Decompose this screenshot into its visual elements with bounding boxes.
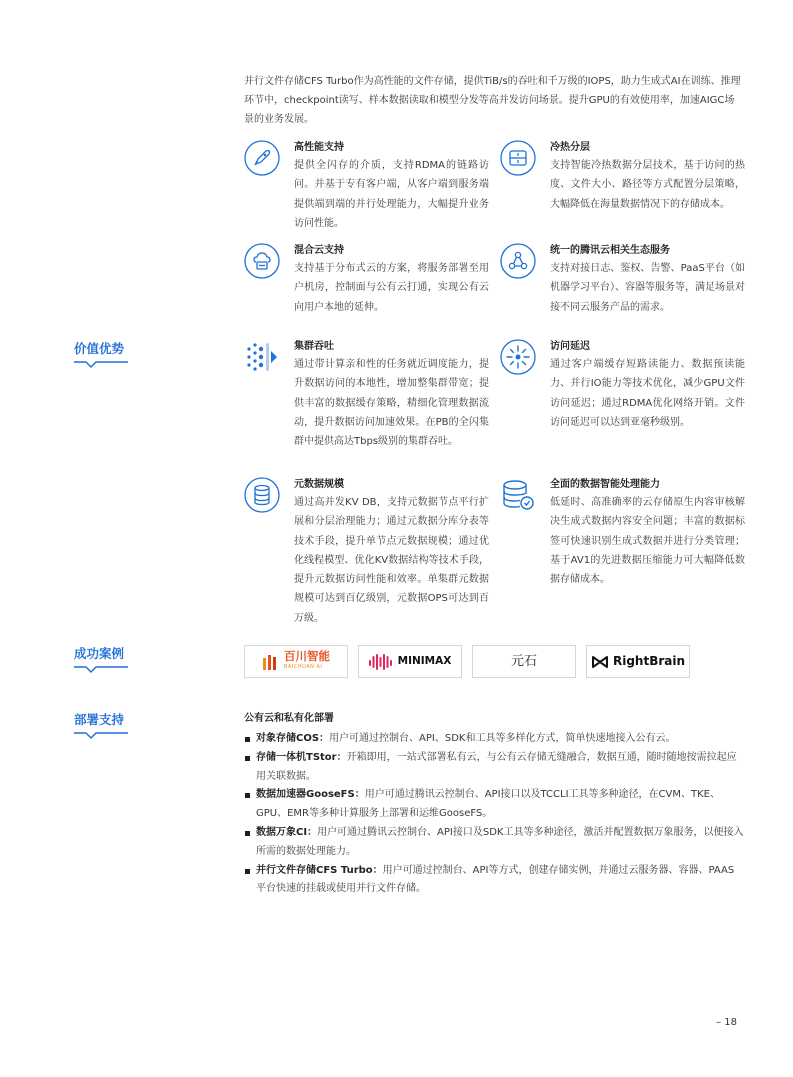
logo-baichuan-name: 百川智能 [284,648,330,663]
item-text: 开箱即用，一站式部署私有云，与公有云存储无缝融合，数据互通，随时随地按需拉起应用关联数据。 [256,751,737,782]
list-item [244,824,744,862]
hybrid-cloud-icon [244,243,280,279]
feature-title: 全面的数据智能处理能力 [550,479,660,490]
section-title-deploy: 部署支持 [74,712,125,727]
bullet-icon [245,869,250,874]
logo-rightbrain [586,645,690,678]
rightbrain-logo-icon [591,655,609,669]
feature-desc: 支持智能冷热数据分层技术，基于访问的热度、文件大小、路径等方式配置分层策略，大幅降低在海量数据情况下的存储成本。 [550,160,745,210]
section-tag-cases [74,646,144,673]
intro-paragraph: 并行文件存储CFS Turbo作为高性能的文件存储，提供TiB/s的吞吐和千万级的IOPS，助力生成式AI在训练、推理环节中，checkpoint读写、样本数据读取和模型分发等高并发访问场景。提升GPU的有效使用率，加速AIGC场景的业务发展。 [244,76,741,125]
section-underline [74,731,128,739]
ecosystem-icon [500,243,536,279]
item-lead: 存储一体机TStor： [256,751,347,763]
item-text: 用户可通过控制台、API、SDK和工具等多样化方式，简单快速地接入公有云。 [329,733,676,744]
feature-title: 混合云支持 [294,245,344,256]
feature-desc: 支持基于分布式云的方案，将服务部署至用户机房，控制面与公有云打通，实现公有云向用户本地的延伸。 [294,263,489,313]
logo-baichuan [244,645,348,678]
deploy-section [244,711,744,899]
feature-desc: 通过带计算亲和性的任务就近调度能力，提升数据访问的本地性，增加整集群带宽；提供丰富的数据缓存策略，精细化管理数据流动，提升数据访问加速效果。在PB的全闪集群中提供高达Tbps级别的集群吞吐。 [294,359,489,448]
logo-minimax-name: MINIMAX [397,654,452,667]
list-item [244,730,744,749]
feature-desc: 低延时、高准确率的云存储原生内容审核解决生成式数据内容安全问题；丰富的数据标签可快速识别生成式数据并进行分类管理；基于AV1的先进数据压缩能力可大幅降低数据存储成本。 [550,497,745,586]
logo-baichuan-sub: BAICHUAN AI [284,663,323,670]
feature-desc: 支持对接日志、鉴权、告警、PaaS平台（如机器学习平台）、容器等服务等，满足场景对接不同云服务产品的需求。 [550,263,745,313]
tiering-icon [500,140,536,176]
bullet-icon [245,793,250,798]
logo-yuanshi-name: 元石 [510,653,537,669]
item-text: 用户可通过腾讯云控制台、API接口以及TCCLI工具等多种途径，在CVM、TKE、GPU、EMR等多种计算服务上部署和运维GooseFS。 [256,789,720,820]
logo-rightbrain-name: RightBrain [612,653,686,668]
list-item [244,862,744,900]
latency-icon [500,339,536,375]
item-text: 用户可通过控制台、API等方式，创建存储实例，并通过云服务器、容器、PAAS平台快速的挂载或使用并行文件存储。 [256,864,735,895]
metadata-database-icon [244,477,280,513]
section-underline [74,360,128,368]
feature-title: 冷热分层 [550,142,590,153]
feature-title: 访问延迟 [550,341,590,352]
feature-title: 统一的腾讯云相关生态服务 [550,245,670,256]
feature-desc: 通过高并发KV DB，支持元数据节点平行扩展和分层治理能力；通过元数据分库分表等技术手段，提升单节点元数据规模；通过优化线程模型、优化KV数据结构等技术手段，提升元数据访问性能和效率。单集群元数据规模可达到百亿级别，元数据OPS可达到百万级。 [294,497,489,624]
item-lead: 数据加速器GooseFS： [256,789,365,801]
section-tag-deploy [74,712,144,739]
section-title-value: 价值优势 [74,341,125,356]
item-lead: 并行文件存储CFS Turbo： [256,864,383,876]
logo-minimax [358,645,462,678]
cluster-throughput-icon [244,339,280,375]
bullet-icon [245,756,250,761]
item-lead: 数据万象CI： [256,826,318,838]
item-text: 用户可通过腾讯云控制台、API接口及SDK工具等多种途径，激活并配置数据万象服务，以便接入所需的数据处理能力。 [256,826,744,857]
feature-desc: 通过客户端缓存短路读能力、数据预读能力、并行IO能力等技术优化，减少GPU文件访问延迟；通过RDMA优化网络开销。文件访问延迟可以达到亚毫秒级别。 [550,359,745,428]
feature-title: 集群吞吐 [294,341,334,352]
deploy-title: 公有云和私有化部署 [244,713,334,724]
section-title-cases: 成功案例 [74,646,125,661]
case-logos [244,645,690,678]
data-intelligence-icon [500,477,536,513]
feature-desc: 提供全闪存的介质，支持RDMA的链路访问。并基于专有客户端，从客户端到服务端提供端到端的并行处理能力，大幅提升业务访问性能。 [294,160,489,229]
rocket-icon [244,140,280,176]
list-item [244,786,744,824]
minimax-logo-icon [369,653,395,671]
feature-title: 元数据规模 [294,479,344,490]
bullet-icon [245,831,250,836]
logo-yuanshi [472,645,576,678]
section-underline [74,665,128,673]
item-lead: 对象存储COS： [256,733,330,744]
feature-title: 高性能支持 [294,142,344,153]
list-item [244,749,744,787]
section-tag-value [74,341,144,368]
bullet-icon [245,737,250,742]
deploy-list [244,730,744,899]
page-number: – 18 [716,1017,737,1028]
baichuan-logo-icon [262,653,280,671]
